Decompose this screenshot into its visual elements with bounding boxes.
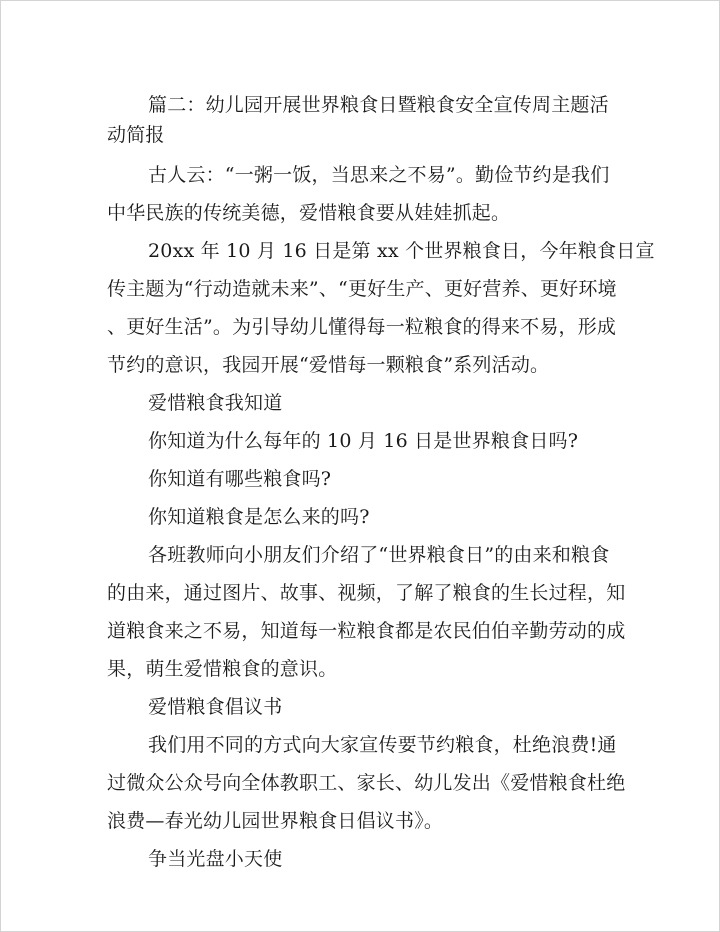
question-line: 你知道有哪些粮食吗? xyxy=(148,468,332,490)
paragraph-line: 浪费—春光幼儿园世界粮食日倡议书》。 xyxy=(107,810,444,832)
paragraph-line: 、更好生活”。为引导幼儿懂得每一粒粮食的得来不易，形成 xyxy=(107,316,617,338)
question-line: 你知道为什么每年的 10 月 16 日是世界粮食日吗? xyxy=(148,430,579,452)
paragraph-line: 20xx 年 10 月 16 日是第 xx 个世界粮食日，今年粮食日宣 xyxy=(148,240,655,262)
paragraph-line: 传主题为“行动造就未来”、“更好生产、更好营养、更好环境 xyxy=(107,278,617,300)
section-heading: 爱惜粮食我知道 xyxy=(148,392,283,414)
paragraph-line: 的由来，通过图片、故事、视频，了解了粮食的生长过程，知 xyxy=(107,582,626,604)
paragraph-line: 节约的意识，我园开展“爱惜每一颗粮食”系列活动。 xyxy=(107,354,550,376)
question-line: 你知道粮食是怎么来的吗? xyxy=(148,506,370,528)
paragraph-line: 过微众公众号向全体教职工、家长、幼儿发出《爱惜粮食杜绝 xyxy=(107,772,626,794)
title-line-1: 篇二：幼儿园开展世界粮食日暨粮食安全宣传周主题活 xyxy=(148,94,609,116)
paragraph-line: 果，萌生爱惜粮食的意识。 xyxy=(107,658,338,680)
paragraph-line: 古人云：“一粥一饭，当思来之不易”。勤俭节约是我们 xyxy=(148,164,610,186)
paragraph-line: 中华民族的传统美德，爱惜粮食要从娃娃抓起。 xyxy=(107,202,511,224)
section-heading: 爱惜粮食倡议书 xyxy=(148,696,283,718)
section-heading: 争当光盘小天使 xyxy=(148,848,283,870)
paragraph-line: 各班教师向小朋友们介绍了“世界粮食日”的由来和粮食 xyxy=(148,544,610,566)
paragraph-line: 道粮食来之不易，知道每一粒粮食都是农民伯伯辛勤劳动的成 xyxy=(107,620,626,642)
title-line-2: 动简报 xyxy=(107,124,165,146)
paragraph-line: 我们用不同的方式向大家宣传要节约粮食，杜绝浪费!通 xyxy=(148,734,617,756)
